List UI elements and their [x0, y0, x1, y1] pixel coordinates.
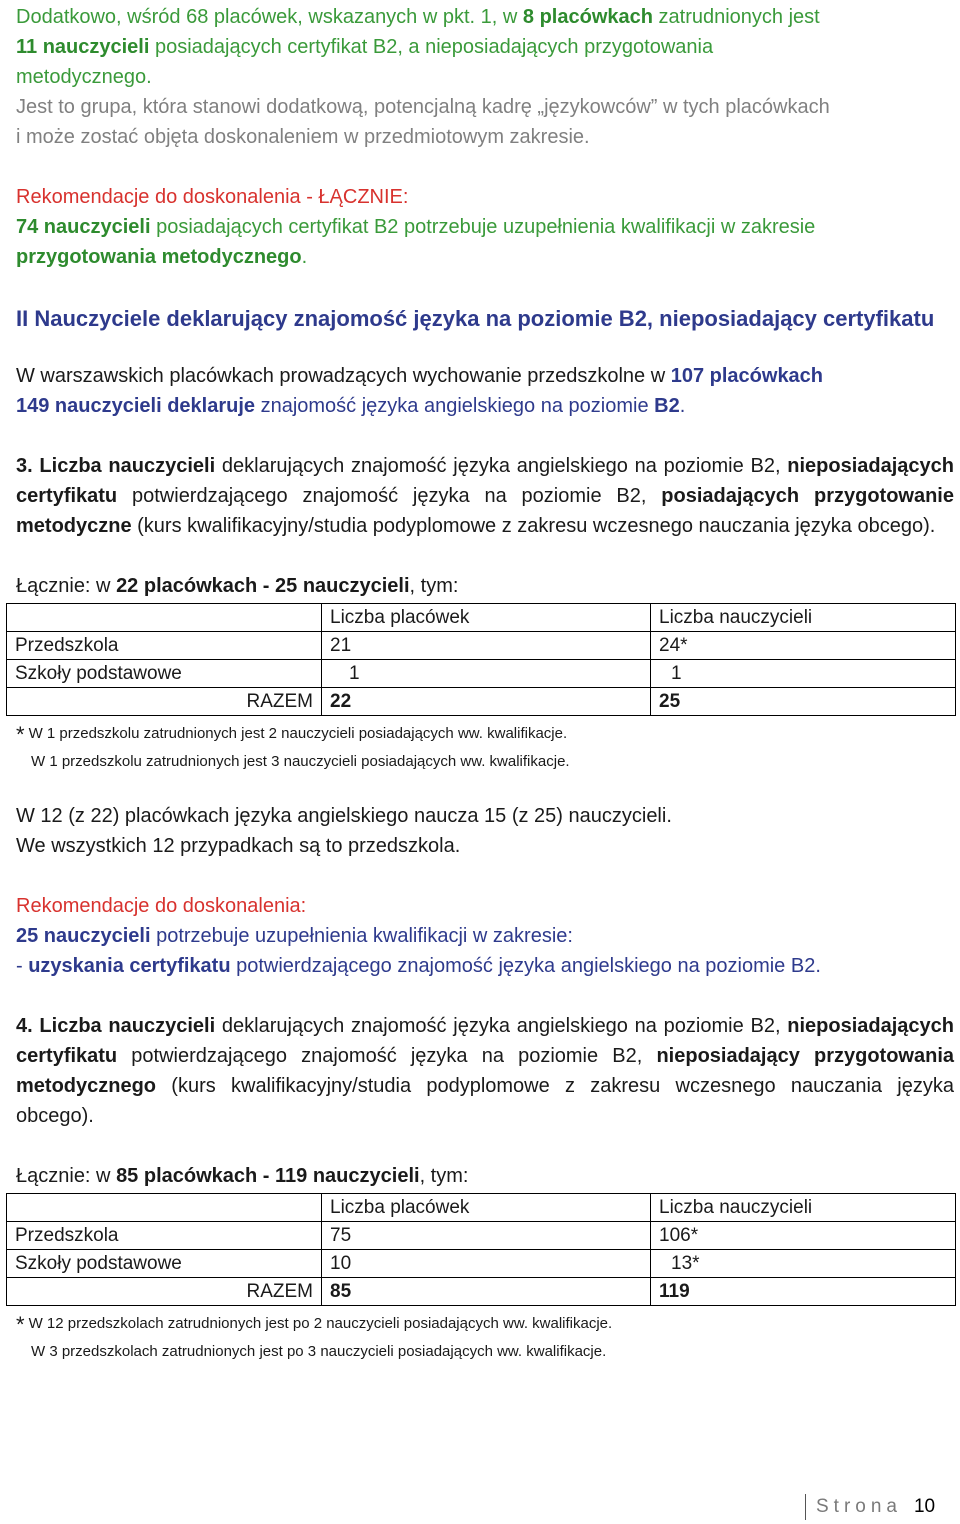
table-row: [7, 1250, 956, 1278]
recommendation-body: potwierdzającego znajomość języka angielskiego na poziomie B2.: [230, 955, 821, 977]
table-cell: 24*: [651, 632, 956, 660]
total-text: , tym:: [409, 575, 459, 597]
table-row: [7, 1222, 956, 1250]
table-header-row: [7, 604, 956, 632]
section-text: znajomość języka angielskiego na poziomie: [255, 395, 655, 417]
point-4: [16, 1011, 954, 1365]
point-highlight: 4. Liczba nauczycieli: [16, 1015, 216, 1037]
table-cell: 106*: [651, 1222, 956, 1250]
note-text: W 3 przedszkolach zatrudnionych jest po 3 nauczycieli posiadających ww. kwalifikacje.: [31, 1343, 607, 1360]
section-highlight: 149 nauczycieli deklaruje: [16, 395, 256, 417]
table-cell: RAZEM: [7, 1278, 322, 1306]
point-text: deklarujących znajomość języka angielskiego na poziomie B2,: [215, 1015, 788, 1037]
point-text: potwierdzającego znajomość języka na poziomie B2,: [117, 485, 662, 507]
intro-highlight: 11 nauczycieli: [16, 36, 150, 58]
recommendation-body: posiadających certyfikat B2 potrzebuje uzupełnienia kwalifikacji w zakresie: [150, 216, 816, 238]
point-3: [16, 451, 954, 981]
section-paragraph: [16, 391, 954, 421]
recommendation-body: -: [16, 955, 29, 977]
note-text: W 12 przedszkolach zatrudnionych jest po 2 nauczycieli posiadających ww. kwalifikacje.: [28, 1315, 613, 1332]
table-cell: 13*: [651, 1250, 956, 1278]
total-text: Łącznie: w: [16, 575, 117, 597]
page-footer: [805, 1494, 935, 1520]
table-cell: Przedszkola: [7, 1222, 322, 1250]
table-cell: RAZEM: [7, 688, 322, 716]
recommendation-text: [16, 212, 954, 242]
table-cell: 21: [322, 632, 651, 660]
table-cell: 85: [322, 1278, 651, 1306]
point-highlight: 3. Liczba nauczycieli: [16, 455, 216, 477]
intro-paragraph: [16, 0, 954, 152]
table-cell: 75: [322, 1222, 651, 1250]
intro-text: zatrudnionych jest: [652, 6, 820, 28]
intro-line: [16, 32, 954, 62]
section-highlight: B2: [654, 395, 680, 417]
table-cell: 10: [322, 1250, 651, 1278]
table-cell: Liczba nauczycieli: [651, 1194, 956, 1222]
table-note: [16, 1310, 954, 1338]
table-cell: Przedszkola: [7, 632, 322, 660]
table-note: [16, 748, 954, 775]
footer-label: Strona: [816, 1496, 902, 1517]
point-3-table: [6, 603, 956, 716]
recommendation-heading: Rekomendacje do doskonalenia:: [16, 895, 307, 917]
table-note: [16, 1338, 954, 1365]
recommendation-text: [16, 921, 954, 951]
point-highlight: posiadających przygotowanie metodyczne: [16, 485, 954, 537]
intro-line: [16, 2, 954, 32]
recommendation-highlight: 25 nauczycieli: [16, 925, 151, 947]
point-text: deklarujących znajomość języka angielskiego na poziomie B2,: [215, 455, 788, 477]
table-cell: Liczba placówek: [322, 604, 651, 632]
note-text: W 1 przedszkolu zatrudnionych jest 2 nauczycieli posiadających ww. kwalifikacje.: [28, 725, 568, 742]
section-title: II Nauczyciele deklarujący znajomość języka na poziomie B2, nieposiadający certyfikatu: [16, 306, 935, 331]
intro-line: metodycznego.: [16, 66, 152, 88]
intro-text: Dodatkowo, wśród 68 placówek, wskazanych w pkt. 1, w: [16, 6, 523, 28]
table-sum-row: [7, 1278, 956, 1306]
total-text: , tym:: [419, 1165, 469, 1187]
point-text: (kurs kwalifikacyjny/studia podyplomowe z zakresu wczesnego nauczania języka obcego).: [16, 1075, 954, 1127]
intro-highlight: 8 placówkach: [522, 6, 653, 28]
point-summary: W 12 (z 22) placówkach języka angielskiego naucza 15 (z 25) nauczycieli.: [16, 805, 672, 827]
table-cell: Liczba placówek: [322, 1194, 651, 1222]
section-text: .: [679, 395, 686, 417]
point-total: [16, 1161, 954, 1191]
recommendation-body: potrzebuje uzupełnienia kwalifikacji w zakresie:: [150, 925, 573, 947]
table-row: [7, 660, 956, 688]
point-paragraph: [16, 1011, 954, 1131]
total-highlight: 85 placówkach - 119 nauczycieli: [116, 1165, 420, 1187]
table-sum-row: [7, 688, 956, 716]
recommendation-highlight: 74 nauczycieli: [16, 216, 151, 238]
total-text: Łącznie: w: [16, 1165, 117, 1187]
table-header-row: [7, 1194, 956, 1222]
point-text: potwierdzającego znajomość języka na poziomie B2,: [117, 1045, 657, 1067]
recommendation-total: [16, 182, 954, 272]
footnote-star: *: [16, 722, 25, 747]
intro-line: i może zostać objęta doskonaleniem w przedmiotowym zakresie.: [16, 126, 590, 148]
point-highlight: nieposiadający przygotowania metodycznego: [16, 1045, 955, 1097]
point-summary: We wszystkich 12 przypadkach są to przedszkola.: [16, 835, 461, 857]
section-2: [16, 302, 954, 421]
table-cell: [7, 604, 322, 632]
table-cell: 119: [651, 1278, 956, 1306]
table-cell: Szkoły podstawowe: [7, 1250, 322, 1278]
table-cell: 1: [322, 660, 651, 688]
table-cell: 22: [322, 688, 651, 716]
intro-text: posiadających certyfikat B2, a nieposiadających przygotowania: [149, 36, 714, 58]
recommendation-highlight: uzyskania certyfikatu: [28, 955, 231, 977]
section-text: W warszawskich placówkach prowadzących wychowanie przedszkolne w: [16, 365, 671, 387]
point-4-table: [6, 1193, 956, 1306]
recommendation-highlight: przygotowania metodycznego: [16, 246, 302, 268]
point-total: [16, 571, 954, 601]
point-highlight: nieposiadających certyfikatu: [16, 1015, 955, 1067]
table-cell: 1: [651, 660, 956, 688]
intro-line: Jest to grupa, która stanowi dodatkową, potencjalną kadrę „językowców” w tych placówkach: [16, 96, 830, 118]
table-note: [16, 720, 954, 748]
section-highlight: 107 placówkach: [670, 365, 824, 387]
table-cell: Szkoły podstawowe: [7, 660, 322, 688]
recommendation-text: [16, 951, 954, 981]
section-paragraph: [16, 361, 954, 391]
recommendation-heading: Rekomendacje do doskonalenia - ŁĄCZNIE:: [16, 186, 409, 208]
document-page: [16, 0, 954, 1365]
recommendation-text: [16, 242, 954, 272]
point-paragraph: [16, 451, 954, 541]
table-row: [7, 632, 956, 660]
table-cell: Liczba nauczycieli: [651, 604, 956, 632]
recommendation-body: .: [301, 246, 308, 268]
footnote-star: *: [16, 1312, 25, 1337]
page-number: 10: [913, 1496, 936, 1517]
table-cell: 25: [651, 688, 956, 716]
table-cell: [7, 1194, 322, 1222]
point-text: (kurs kwalifikacyjny/studia podyplomowe z zakresu wczesnego nauczania języka obcego).: [131, 515, 936, 537]
point-highlight: nieposiadających certyfikatu: [16, 455, 955, 507]
note-text: W 1 przedszkolu zatrudnionych jest 3 nauczycieli posiadających ww. kwalifikacje.: [31, 753, 570, 770]
total-highlight: 22 placówkach - 25 nauczycieli: [116, 575, 410, 597]
